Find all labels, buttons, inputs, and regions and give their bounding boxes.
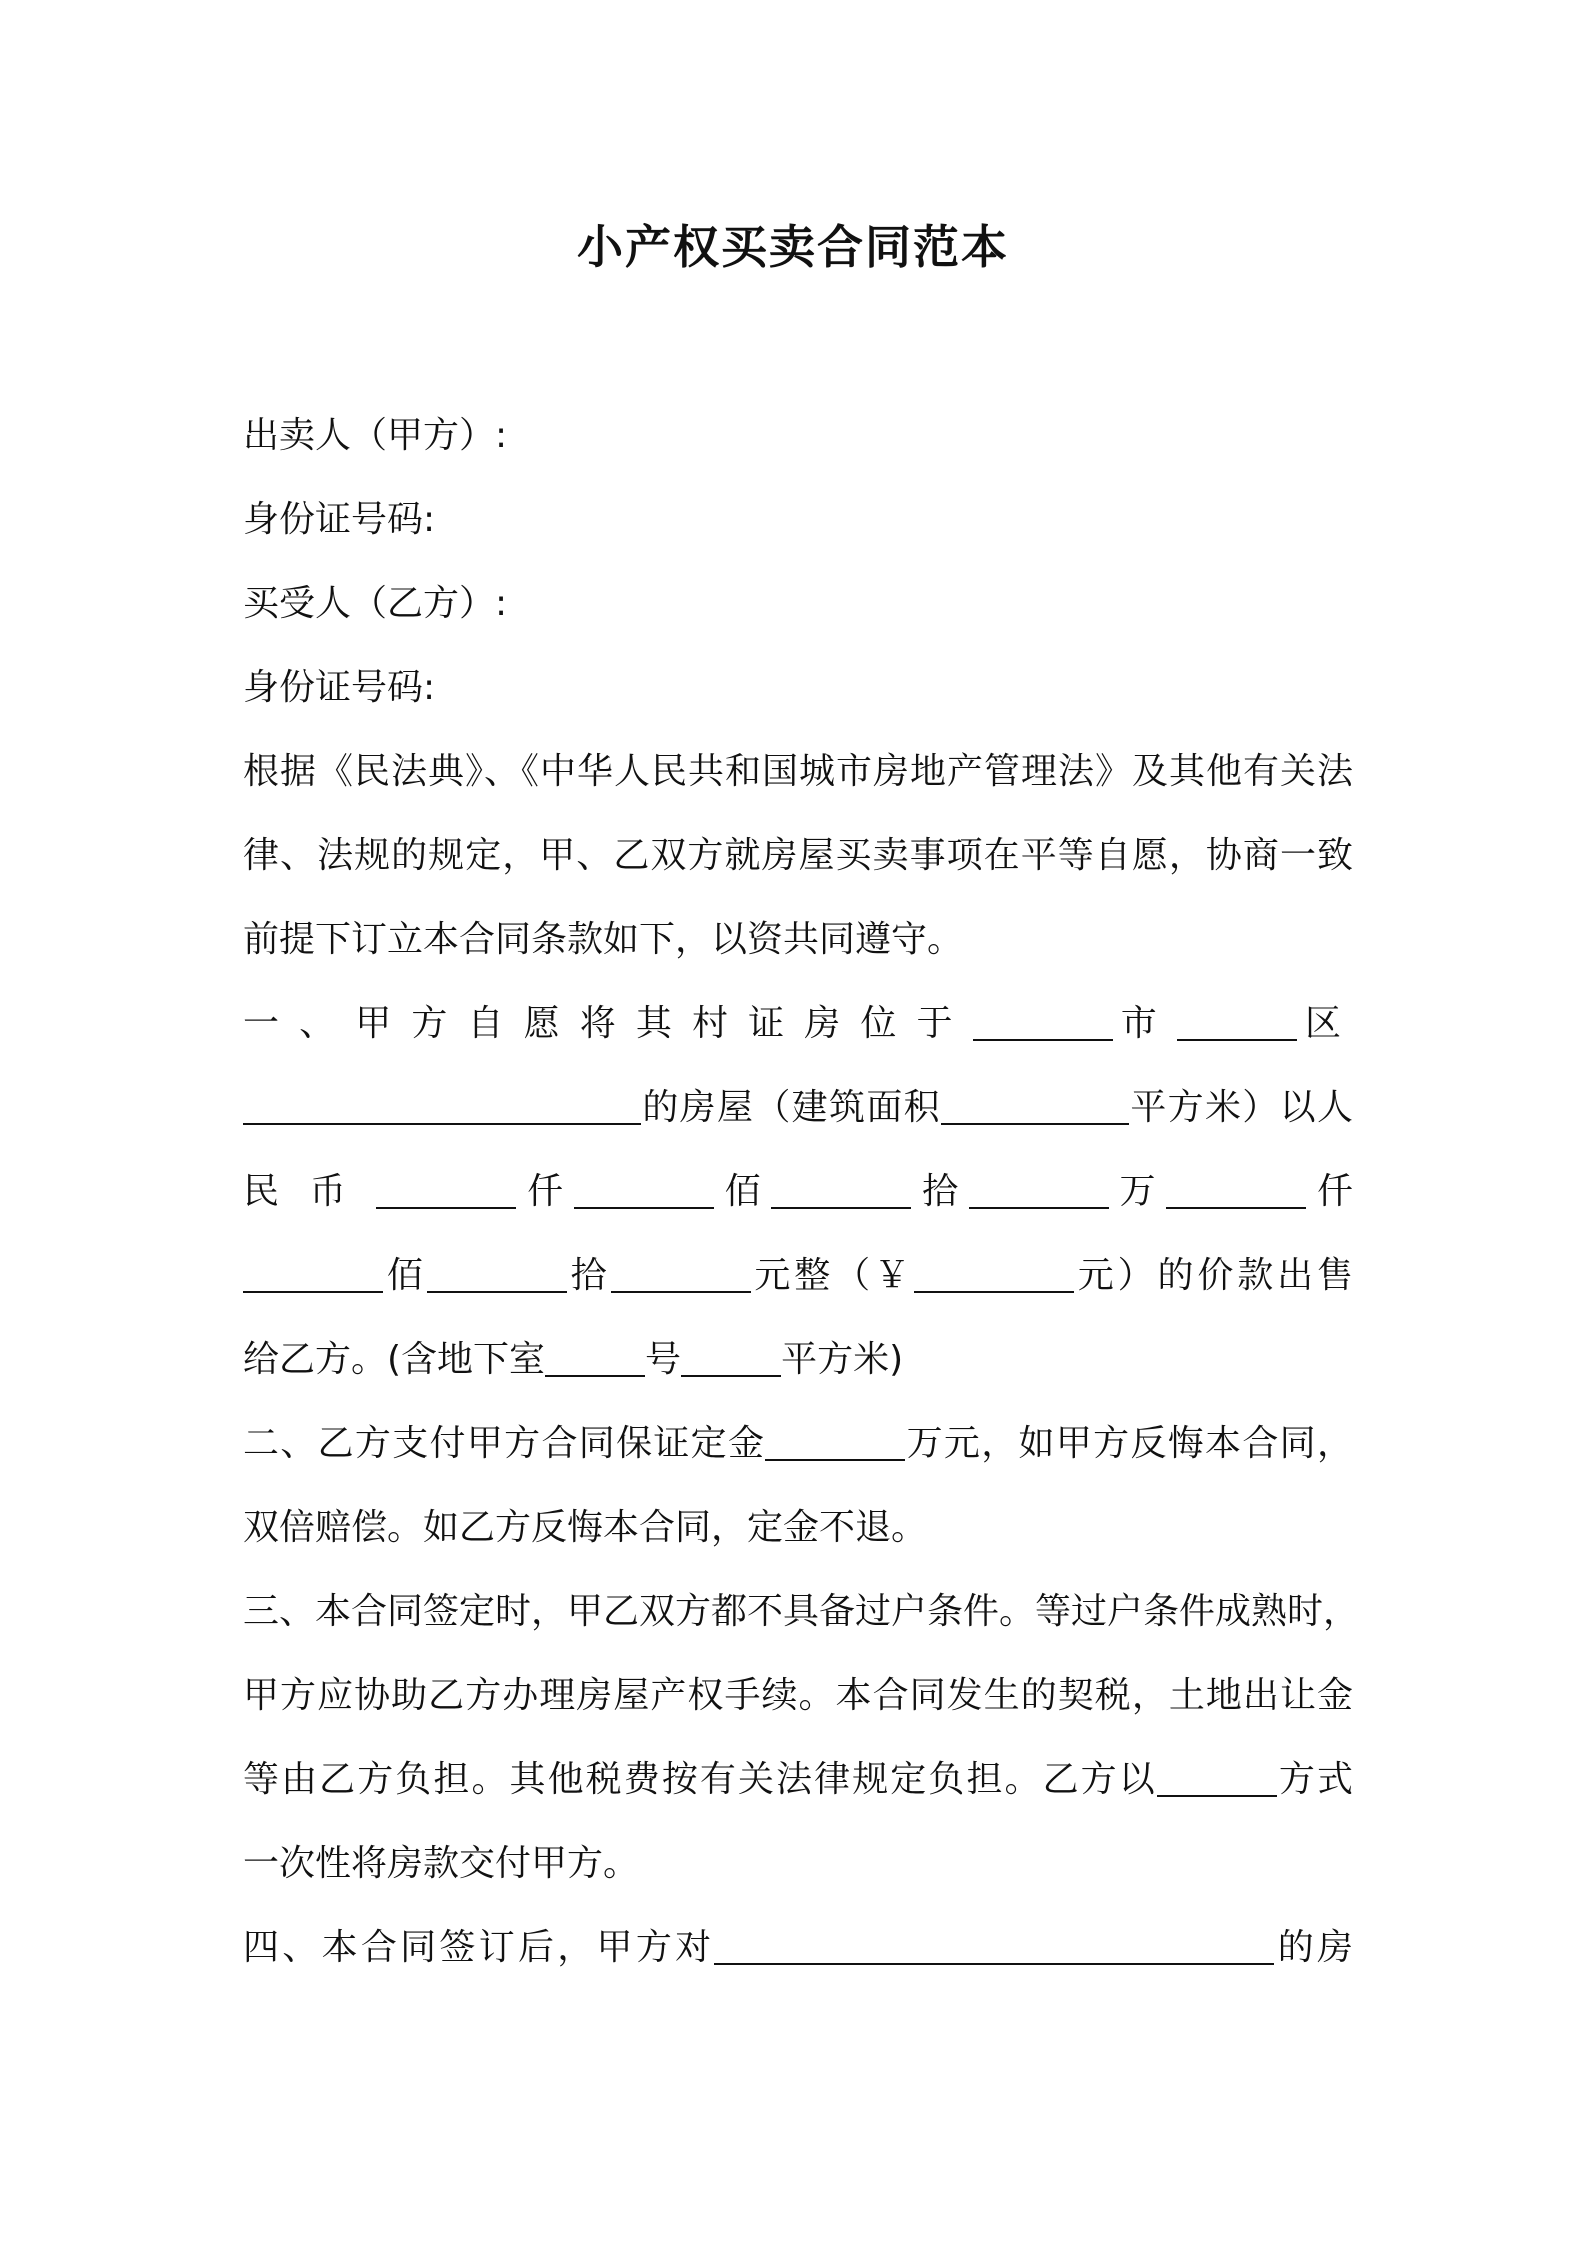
price-suffix: 元）的价款出售 <box>1073 1255 1353 1296</box>
basement-label: 给乙方。(含地下室 <box>243 1339 546 1380</box>
preamble-line-1: 根据《民法典》、《中华人民共和国城市房地产管理法》及其他有关法 <box>243 751 1353 792</box>
clause-1-line-3 <box>243 1166 1353 1218</box>
amount-blank-1[interactable] <box>376 1171 516 1209</box>
area-unit: 平方米）以人 <box>1128 1087 1353 1128</box>
amount-blank-4[interactable] <box>969 1171 1109 1209</box>
unit-qian-2: 仟 <box>1306 1171 1353 1212</box>
deposit-blank[interactable] <box>765 1423 905 1461</box>
payment-label: 等由乙方负担。其他税费按有关法律规定负担。乙方以 <box>243 1759 1157 1800</box>
amount-blank-8[interactable] <box>611 1255 751 1293</box>
number-label: 号 <box>645 1339 682 1380</box>
amount-blank-7[interactable] <box>427 1255 567 1293</box>
buyer-id-line: 身份证号码: <box>243 667 436 708</box>
clause-3-line-2: 甲方应协助乙方办理房屋产权手续。本合同发生的契税，土地出让金 <box>243 1675 1353 1716</box>
clause-2-line-2: 双倍赔偿。如乙方反悔本合同，定金不退。 <box>243 1507 928 1548</box>
area-blank[interactable] <box>941 1087 1129 1125</box>
clause-1-line-5 <box>243 1334 1353 1386</box>
clause-1-line-2 <box>243 1082 1353 1134</box>
district-label: 区 <box>1296 1003 1353 1044</box>
city-label: 市 <box>1112 1003 1177 1044</box>
basement-area-blank[interactable] <box>681 1339 781 1377</box>
payment-method-label: 方式 <box>1276 1759 1353 1800</box>
clause-1-line-4 <box>243 1250 1353 1302</box>
amount-blank-3[interactable] <box>771 1171 911 1209</box>
buyer-line: 买受人（乙方）: <box>243 583 508 624</box>
unit-wan: 万 <box>1108 1171 1167 1212</box>
payment-method-blank[interactable] <box>1157 1759 1277 1797</box>
clause-3-line-3 <box>243 1754 1353 1806</box>
clause-4-text: 四、本合同签订后，甲方对 <box>243 1927 715 1968</box>
clause-4-line-1 <box>243 1922 1353 1974</box>
yuan-label: 元整（￥ <box>750 1255 914 1296</box>
location-blank[interactable] <box>243 1087 641 1125</box>
clause-1-line-1 <box>243 998 1353 1050</box>
clause-3-line-1: 三、本合同签定时，甲乙双方都不具备过户条件。等过户条件成熟时， <box>243 1591 1360 1632</box>
deposit-terms: 万元，如甲方反悔本合同， <box>905 1423 1353 1464</box>
seller-line: 出卖人（甲方）: <box>243 415 508 456</box>
document-title: 小产权买卖合同范本 <box>577 220 1009 274</box>
area-label: 的房屋（建筑面积 <box>641 1087 941 1128</box>
clause-3-line-4: 一次性将房款交付甲方。 <box>243 1843 640 1884</box>
clause-1-text: 一、甲方自愿将其村证房位于 <box>243 1003 973 1044</box>
clause-2-line-1 <box>243 1418 1353 1470</box>
unit-qian: 仟 <box>516 1171 574 1212</box>
city-blank[interactable] <box>973 1003 1113 1041</box>
amount-blank-6[interactable] <box>243 1255 383 1293</box>
deposit-label: 二、乙方支付甲方合同保证定金 <box>243 1423 766 1464</box>
yuan-amount-blank[interactable] <box>914 1255 1074 1293</box>
unit-shi-2: 拾 <box>566 1255 611 1296</box>
unit-bai: 佰 <box>713 1171 772 1212</box>
preamble-line-2: 律、法规的规定，甲、乙双方就房屋买卖事项在平等自愿，协商一致 <box>243 835 1353 876</box>
property-blank[interactable] <box>714 1927 1274 1965</box>
amount-blank-2[interactable] <box>574 1171 714 1209</box>
preamble-line-3: 前提下订立本合同条款如下，以资共同遵守。 <box>243 919 964 960</box>
basement-area-unit: 平方米) <box>781 1339 904 1380</box>
seller-id-line: 身份证号码: <box>243 499 436 540</box>
clause-4-suffix: 的房 <box>1274 1927 1353 1968</box>
unit-bai-2: 佰 <box>383 1255 427 1296</box>
unit-shi: 拾 <box>911 1171 969 1212</box>
rmb-label: 民币 <box>243 1171 377 1212</box>
district-blank[interactable] <box>1177 1003 1297 1041</box>
basement-number-blank[interactable] <box>545 1339 645 1377</box>
amount-blank-5[interactable] <box>1166 1171 1306 1209</box>
